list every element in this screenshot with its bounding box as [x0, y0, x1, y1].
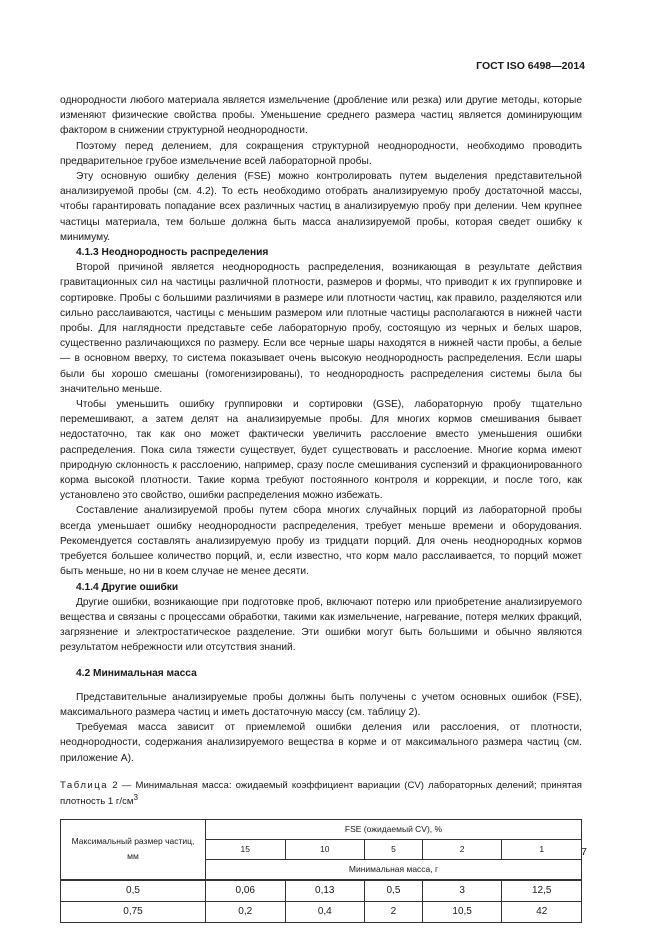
fse-value-cell: 2: [422, 839, 502, 859]
fse-value-cell: 5: [365, 839, 423, 859]
table-cell: 10,5: [422, 901, 502, 922]
table-row: [61, 880, 582, 902]
fse-value-cell: 15: [206, 839, 286, 859]
paragraph: Эту основную ошибку деления (FSE) можно контролировать путем выделения представительной анализируемой пробы (см. 4.2). То есть необходимо отобрать анализируемую пробу достаточной массы, чтобы гарантировать попадание всех различных частиц в анализируемую пробу при делении. Чем крупнее частицы материала, тем больше должна быть масса анализируемой пробы, которая сведет ошибку к минимуму.: [60, 171, 582, 243]
table-row: [61, 901, 582, 922]
table-cell: 0,5: [61, 880, 206, 902]
page-number: 7: [581, 846, 587, 858]
table-cell: 0,5: [365, 880, 423, 902]
table-cell: 0,75: [61, 901, 206, 922]
table-cell: 0,13: [285, 880, 365, 902]
fse-value-cell: 10: [285, 839, 365, 859]
mass-header-cell: Минимальная масса, г: [206, 859, 582, 880]
table-cell: 12,5: [502, 880, 582, 902]
table-caption-superscript: 3: [133, 793, 138, 803]
paragraph: Требуемая масса зависит от приемлемой ошибки деления или расслоения, от плотности, неоднородности, содержания анализируемого вещества в корме и от максимального размера частиц (см. приложение А).: [60, 722, 582, 764]
fse-value-cell: 1: [502, 839, 582, 859]
table-cell: 42: [502, 901, 582, 922]
table-cell: 2: [365, 901, 423, 922]
paragraph: Поэтому перед делением, для сокращения структурной неоднородности, необходимо проводить предварительное грубое измельчение всей лабораторной пробы.: [60, 140, 582, 167]
minimum-mass-table: [60, 819, 582, 923]
fse-header-cell: FSE (ожидаемый CV), %: [206, 819, 582, 839]
table-caption: [60, 780, 582, 809]
paragraph: Представительные анализируемые пробы должны быть получены с учетом основных ошибок (FSE), максимального размера частиц и иметь достаточную массу (см. таблицу 2).: [60, 691, 582, 718]
paragraph: Второй причиной является неоднородность распределения, возникающая в результате действия гравитационных сил на частицы различной плотности, размеров и формы, что приводит к их группировке и сортировке. Пробы с большими различиями в размере или плотности частиц, как правило, разделяются или сильно расслаиваются, частицы с меньшим размером или плотные частицы располагаются в нижней части пробы. Для наглядности представьте себе лабораторную пробу, состоящую из черных и белых шаров, существенно различающихся по размеру. Если все черные шары находятся в нижней части пробы, а белые — в основном вверху, то система показывает очень высокую неоднородность распределения. Если шары были бы хорошо смешаны (гомогенизированы), то неоднородность распределения системы была бы значительно меньше.: [60, 262, 582, 395]
table-cell: 0,4: [285, 901, 365, 922]
paragraph: Чтобы уменьшить ошибку группировки и сортировки (GSE), лабораторную пробу тщательно перемешивают, а затем делят на анализируемые пробы. Для многих кормов смешивания бывает недостаточно, так как оно может фактически увеличить расслоение вместо уменьшения ошибки распределения. Пока сила тяжести существует, будет существовать и расслоение. Многие корма имеют природную склонность к расслоению, например, сразу после смешивания суспензий и фракционированного корма высокой плотности. Такие корма требуют постоянного контроля и коррекции, и после того, как установлено это свойство, ошибки распределения можно избежать.: [60, 399, 582, 502]
table-cell: 3: [422, 880, 502, 902]
paragraph: Другие ошибки, возникающие при подготовке проб, включают потерю или приобретение анализируемого вещества и связаны с процессами обработки, такими как измельчение, нагревание, потеря мелких фракций, загрязнение и электростатическое разделение. Эти ошибки могут быть большими и обычно являются результатом небрежности или отсутствия знаний.: [60, 596, 582, 654]
paragraph: Составление анализируемой пробы путем сбора многих случайных порций из лабораторной пробы всегда уменьшает ошибку неоднородности распределения, требует меньше времени и оборудования. Рекомендуется составлять анализируемую пробу из тридцати порций. Для очень неоднородных кормов требуется большее количество порций, и, если известно, что корм мало расслаивается, то порций может быть меньше, но ни в коем случае не менее десяти.: [60, 505, 582, 578]
table-cell: 0,2: [206, 901, 286, 922]
table-caption-label: Таблица: [60, 779, 109, 791]
row-header-cell: Максимальный размер частиц, мм: [61, 819, 206, 880]
section-heading-4-2: 4.2 Минимальная масса: [76, 667, 197, 679]
table-caption-text: 2 — Минимальная масса: ожидаемый коэффициент вариации (CV) лабораторных делений; принятая плотность 1 г/см: [60, 779, 582, 808]
section-heading-4-1-4: 4.1.4 Другие ошибки: [76, 581, 179, 593]
section-heading-4-1-3: 4.1.3 Неоднородность распределения: [76, 247, 269, 259]
table-cell: 0,06: [206, 880, 286, 902]
document-body: [60, 93, 582, 923]
document-header: ГОСТ ISO 6498—2014: [476, 60, 585, 72]
paragraph: однородности любого материала является измельчение (дробление или резка) или другие методы, которые изменяют физические свойства пробы. Уменьшение среднего размера частиц является доминирующим фактором в снижении структурной неоднородности.: [60, 95, 582, 137]
